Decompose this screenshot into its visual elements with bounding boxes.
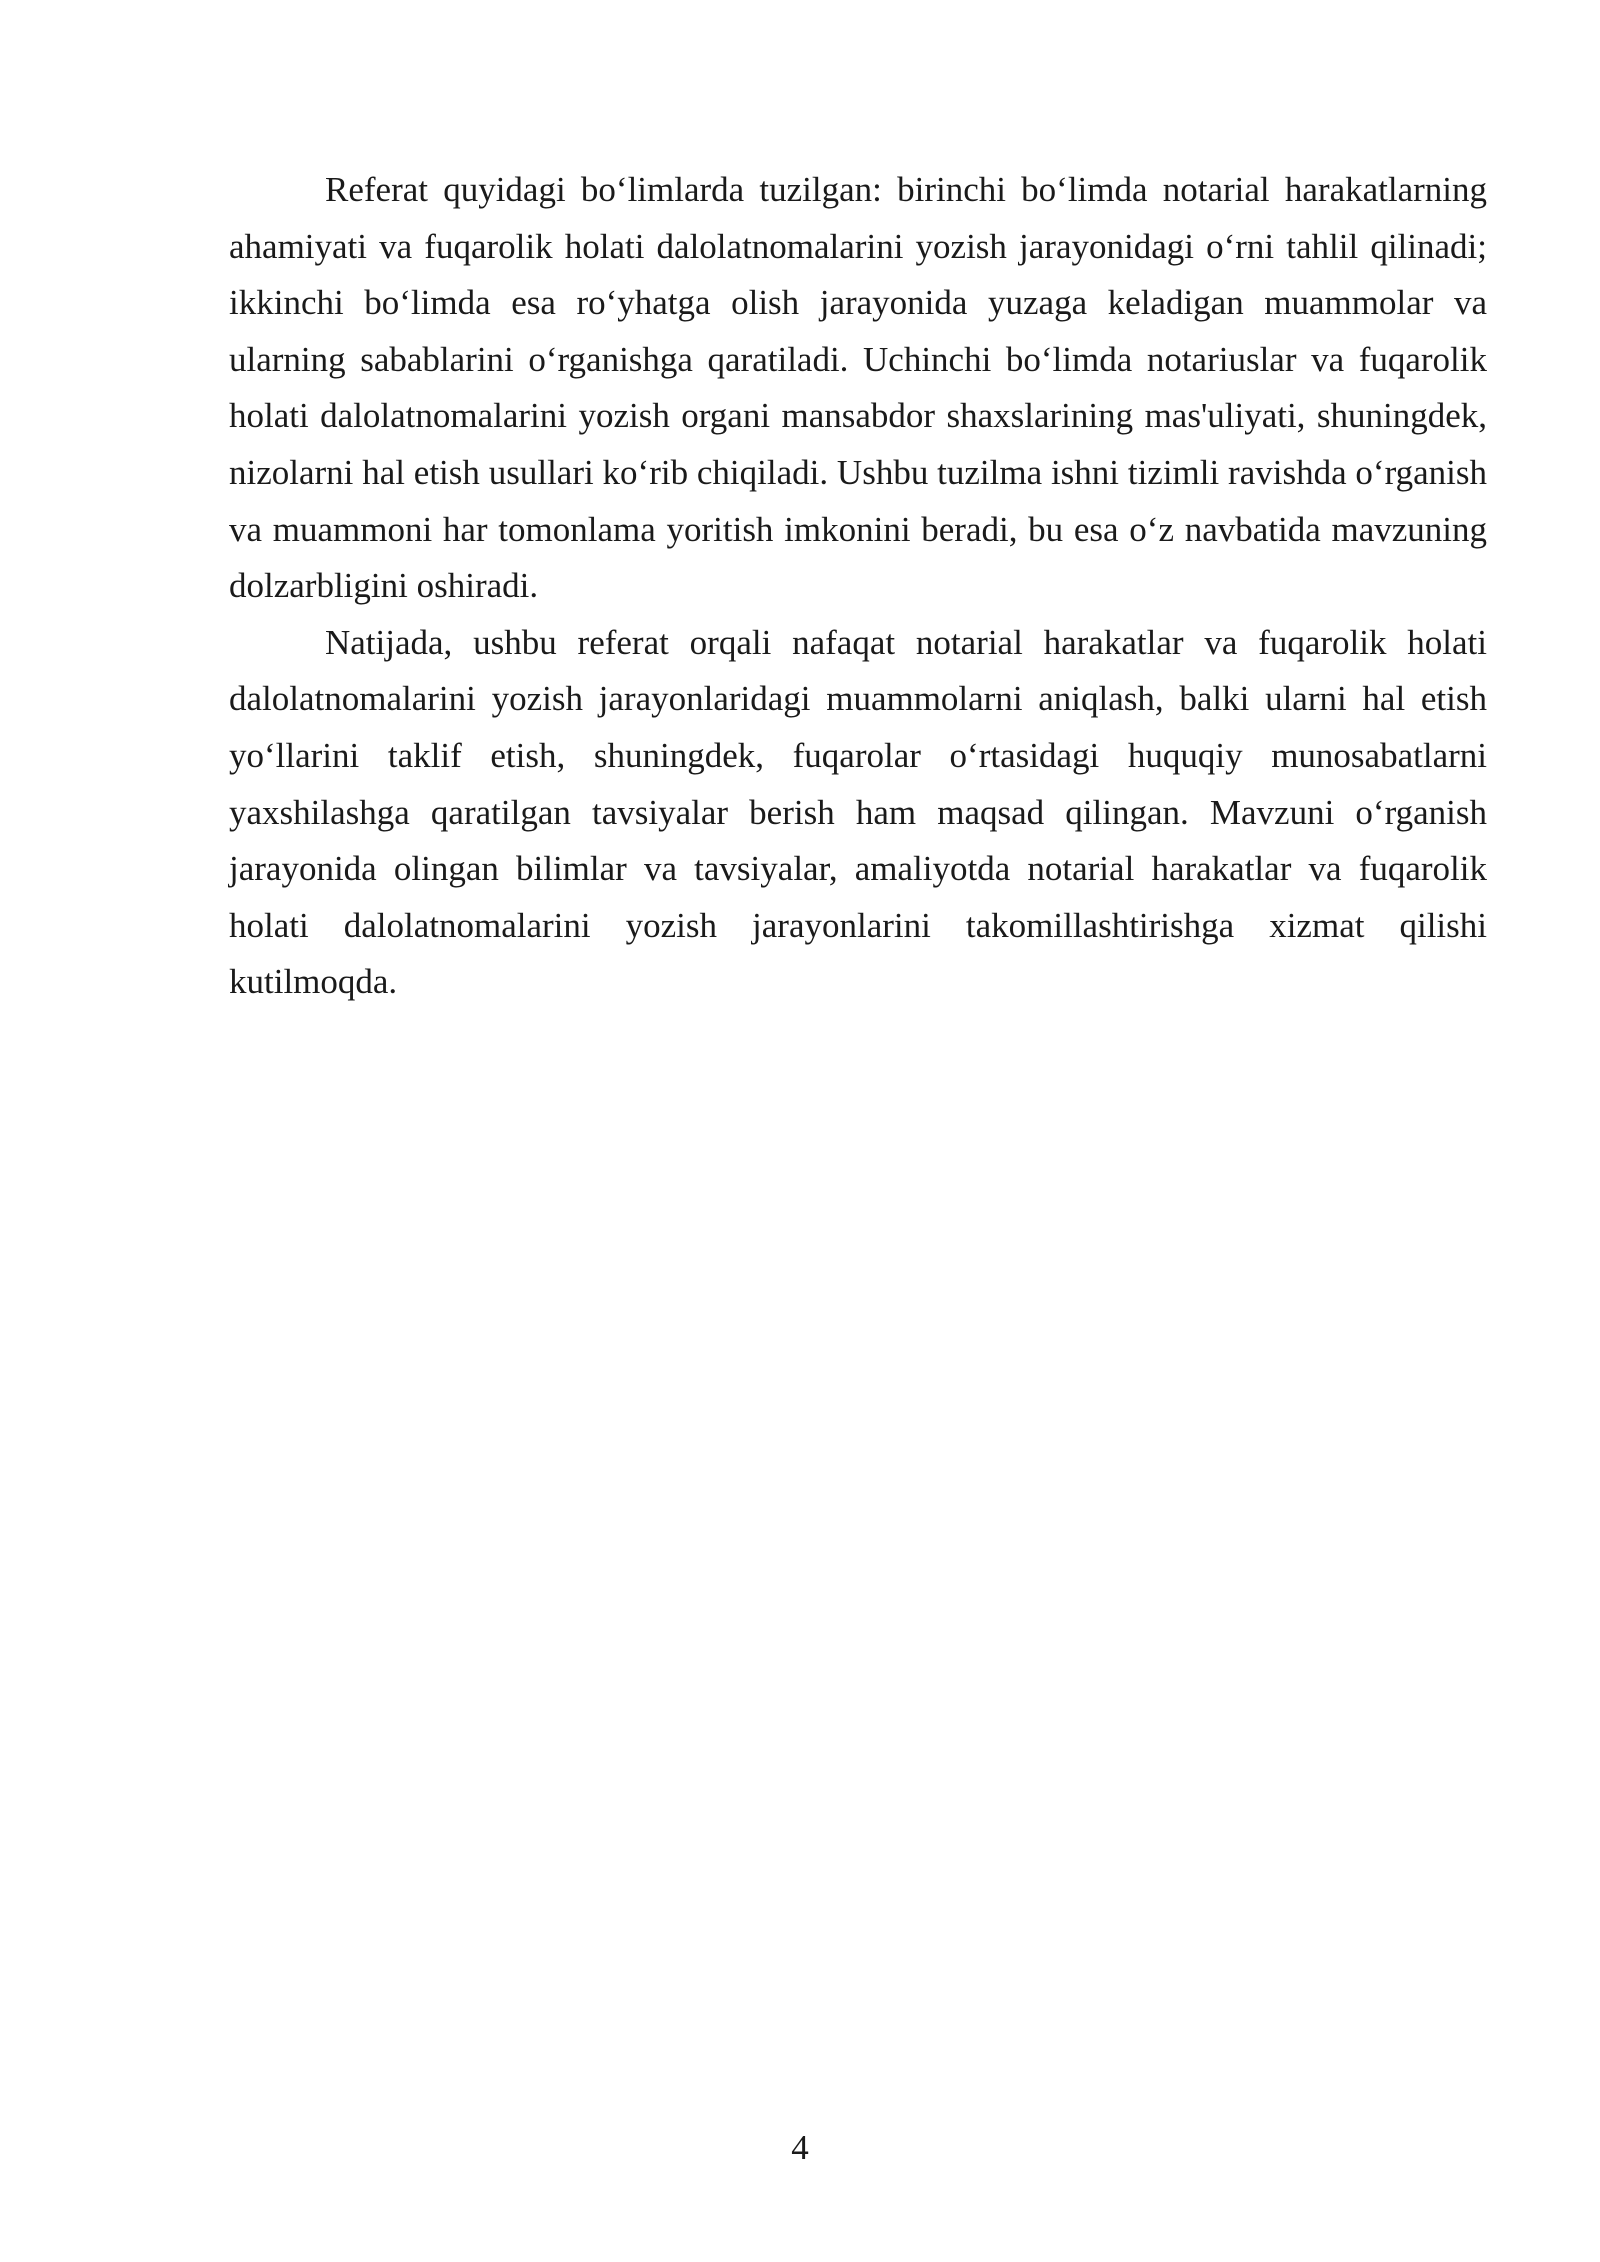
paragraph-conclusion: Natijada, ushbu referat orqali nafaqat notarial harakatlar va fuqarolik holati dalolatnomalarini yozish jarayonlaridagi muammolarni aniqlash, balki ularni hal etish yoʻllarini taklif etish, shuningdek, fuqarolar oʻrtasidagi huquqiy munosabatlarni yaxshilashga qaratilgan tavsiyalar berish ham maqsad qilingan. Mavzuni oʻrganish jarayonida olingan bilimlar va tavsiyalar, amaliyotda notarial harakatlar va fuqarolik holati dalolatnomalarini yozish jarayonlarini takomillashtirishga xizmat qilishi kutilmoqda. xyxy=(229,622,1487,1002)
paragraph-structure: Referat quyidagi boʻlimlarda tuzilgan: birinchi boʻlimda notarial harakatlarning ahamiyati va fuqarolik holati dalolatnomalarini yozish jarayonidagi oʻrni tahlil qilinadi; ikkinchi boʻlimda esa roʻyhatga olish jarayonida yuzaga keladigan muammolar va ularning sabablarini oʻrganishga qaratiladi. Uchinchi boʻlimda notariuslar va fuqarolik holati dalolatnomalarini yozish organi mansabdor shaxslarining mas'uliyati, shuningdek, nizolarni hal etish usullari koʻrib chiqiladi. Ushbu tuzilma ishni tizimli ravishda oʻrganish va muammoni har tomonlama yoritish imkonini beradi, bu esa oʻz navbatida mavzuning dolzarbligini oshiradi. xyxy=(229,170,1487,606)
page-number: 4 xyxy=(791,2128,809,2167)
document-body xyxy=(229,162,1487,1011)
